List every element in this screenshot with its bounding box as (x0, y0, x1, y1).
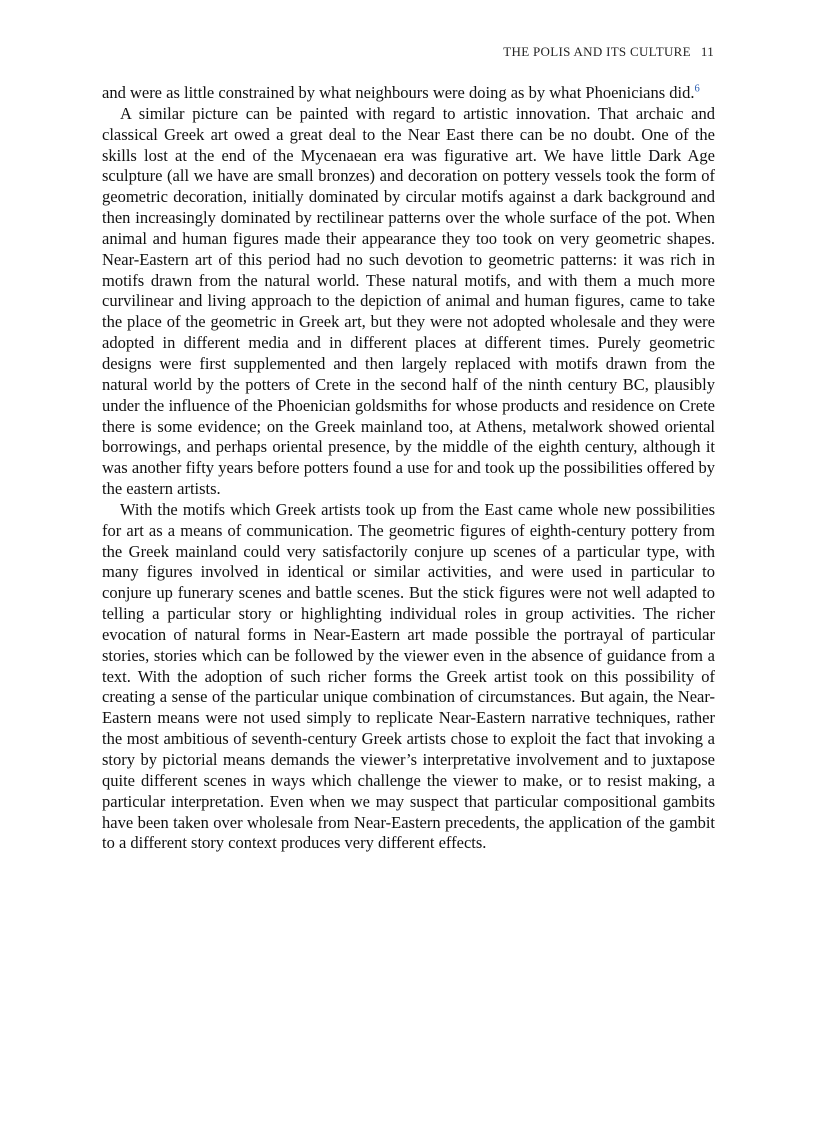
paragraph-text: and were as little constrained by what neighbours were doing as by what Phoenicians did. (102, 83, 695, 102)
paragraph-1 (102, 83, 715, 104)
running-title: THE POLIS AND ITS CULTURE (503, 44, 691, 59)
paragraph-3 (102, 500, 715, 854)
running-header (503, 44, 714, 60)
body-text (102, 83, 715, 854)
paragraph-2 (102, 104, 715, 500)
paragraph-text: With the motifs which Greek artists took up from the East came whole new possibilities for art as a means of communication. The geometric figures of eighth-century pottery from the Greek mainland could very satisfactorily conjure up scenes of a particular type, with many figures involved in identical or similar activities, and were used in particular to conjure up funerary scenes and battle scenes. But the stick figures were not well adapted to telling a particular story or highlighting individual roles in group activities. The richer evocation of natural forms in Near-Eastern art made possible the portrayal of particular stories, stories which can be followed by the viewer even in the absence of guidance from a text. With the adoption of such richer forms the Greek artist took on this possibility of creating a sense of the particular unique combination of circumstances. But again, the Near-Eastern means were not used simply to replicate Near-Eastern narrative techniques, rather the most ambitious of seventh-century Greek artists chose to exploit the fact that invoking a story by pictorial means demands the viewer’s interpretative involvement and to juxtapose quite different scenes in ways which challenge the viewer to make, or to resist making, a particular interpretation. Even when we may suspect that particular compositional gambits have been taken over wholesale from Near-Eastern precedents, the application of the gambit to a different story context produces very different effects. (102, 499, 715, 853)
footnote-ref-link[interactable]: 6 (694, 83, 700, 95)
page-number: 11 (700, 44, 714, 59)
paragraph-text: A similar picture can be painted with regard to artistic innovation. That archaic and classical Greek art owed a great deal to the Near East there can be no doubt. One of the skills lost at the end of the Mycenaean era was figurative art. We have little Dark Age sculpture (all we have are small bronzes) and decoration on pottery vessels took the form of geometric decoration, initially dominated by circular motifs against a dark background and then increasingly dominated by rectilinear patterns over the whole surface of the pot. When animal and human figures made their appearance they too took on very geometric shapes. Near-Eastern art of this period had no such devotion to geometric patterns: it was rich in motifs drawn from the natural world. These natural motifs, and with them a much more curvilinear and living approach to the depiction of animal and human figures, came to take the place of the geometric in Greek art, but they were not adopted wholesale and they were adopted in different media and in different places at different times. Purely geometric designs were first supplemented and then largely replaced with motifs drawn from the natural world by the potters of Crete in the second half of the ninth century BC, plausibly under the influence of the Phoenician goldsmiths for whose products and residence on Crete there is some evidence; on the Greek mainland too, at Athens, metalwork showed oriental borrowings, and perhaps oriental presence, by the middle of the eighth century, although it was another fifty years before potters found a use for and took up the possibilities offered by the eastern artists. (102, 103, 715, 499)
